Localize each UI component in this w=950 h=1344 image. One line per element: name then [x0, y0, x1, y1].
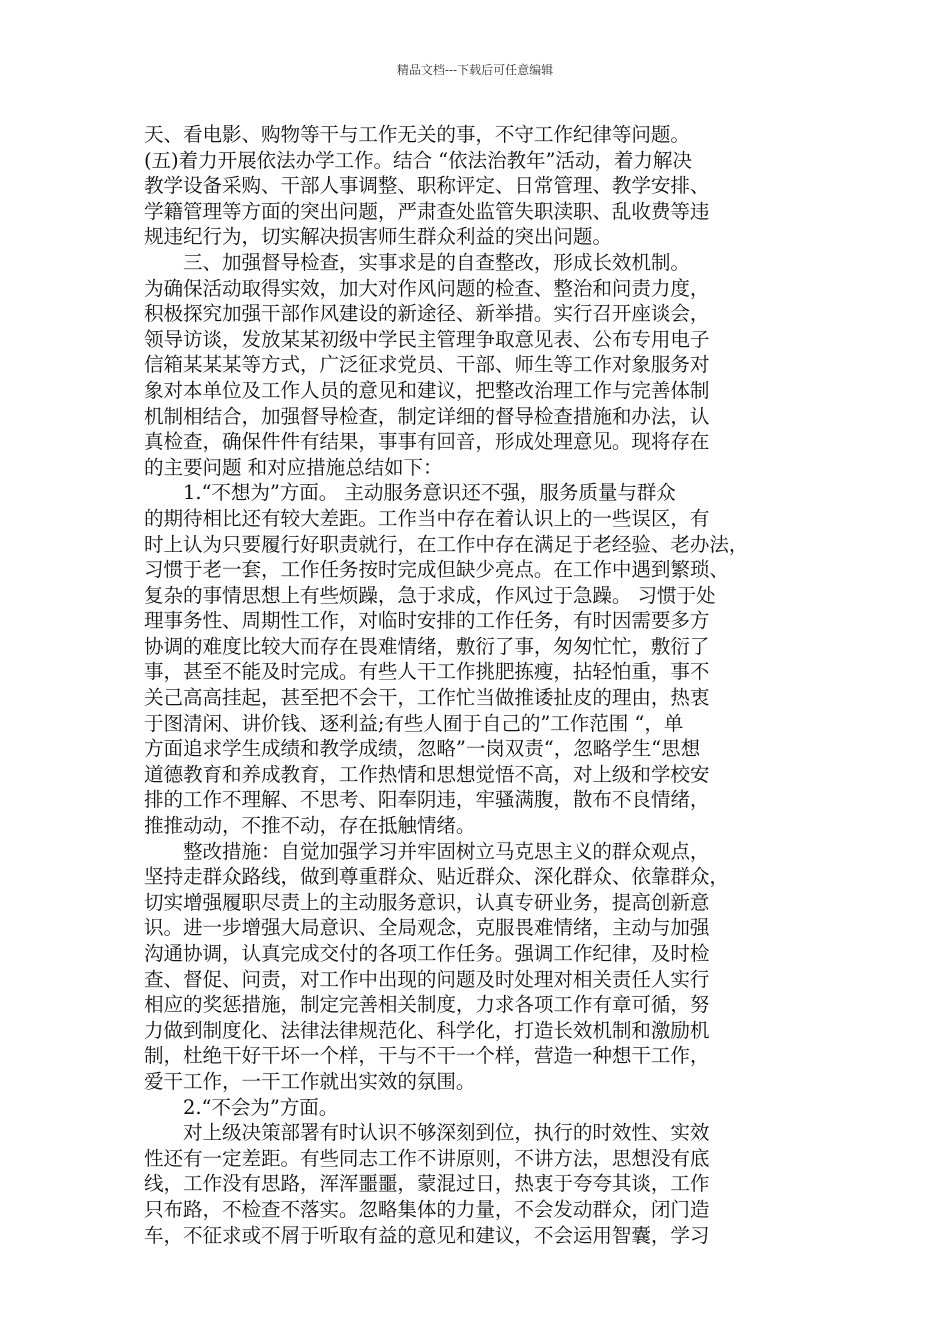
text-line: 领导访谈，发放某某初级中学民主管理争取意见表、公布专用电子	[144, 327, 710, 351]
text-line: 规违纪行为，切实解决损害师生群众利益的突出问题。	[144, 225, 612, 249]
text-line: 于图清闲、讲价钱、逐利益;有些人囿于自己的”工作范围 “，单	[144, 711, 684, 735]
text-line: 查、督促、问责，对工作中出现的问题及时处理对相关责任人实行	[144, 967, 710, 991]
text-line: 制，杜绝干好干坏一个样，干与不干一个样，营造一种想干工作，	[144, 1044, 710, 1068]
text-line: 习惯于老一套，工作任务按时完成但缺少亮点。在工作中遇到繁琐、	[144, 558, 729, 582]
text-line: 象对本单位及工作人员的意见和建议，把整改治理工作与完善体制	[144, 378, 710, 402]
text-line: 沟通协调，认真完成交付的各项工作任务。强调工作纪律，及时检	[144, 942, 710, 965]
text-line: 车，不征求或不屑于听取有益的意见和建议，不会运用智囊，学习	[144, 1223, 710, 1247]
text-line: 协调的难度比较大而存在畏难情绪，敷衍了事，匆匆忙忙，敷衍了	[144, 634, 710, 658]
text-line: 关己高高挂起，甚至把不会干，工作忙当做推诿扯皮的理由，热衷	[144, 686, 710, 710]
text-line: (五)着力开展依法办学工作。结合 “依法治教年”活动，着力解决	[144, 148, 692, 172]
text-line: 道德教育和养成教育，工作热情和思想觉悟不高，对上级和学校安	[144, 762, 710, 786]
text-line: 学籍管理等方面的突出问题，严肃查处监管失职渎职、乱收费等违	[144, 199, 710, 223]
text-line: 信箱某某某等方式，广泛征求党员、干部、师生等工作对象服务对	[144, 353, 710, 377]
text-line: 力做到制度化、法律法律规范化、科学化，打造长效机制和激励机	[144, 1018, 710, 1042]
text-line: 整改措施：自觉加强学习并牢固树立马克思主义的群众观点，	[144, 839, 710, 863]
text-line: 推推动动，不推不动，存在抵触情绪。	[144, 814, 476, 838]
text-line: 教学设备采购、干部人事调整、职称评定、日常管理、教学安排、	[144, 174, 710, 198]
text-line: 坚持走群众路线，做到尊重群众、贴近群众、深化群众、依靠群众，	[144, 865, 729, 889]
text-line: 切实增强履职尽责上的主动服务意识，认真专研业务，提高创新意	[144, 890, 710, 914]
text-line: 2.“不会为”方面。	[144, 1095, 339, 1119]
text-line: 时上认为只要履行好职责就行，在工作中存在满足于老经验、老办法，	[144, 532, 749, 556]
text-line: 理事务性、周期性工作，对临时安排的工作任务，有时因需要多方	[144, 609, 710, 633]
text-line: 事，甚至不能及时完成。有些人干工作挑肥拣瘦，拈轻怕重，事不	[144, 660, 710, 684]
page-header: 精品文档---下载后可任意编辑	[396, 63, 554, 77]
text-line: 排的工作不理解、不思考、阳奉阴违，牢骚满腹，散布不良情绪，	[144, 788, 710, 812]
text-line: 为确保活动取得实效，加大对作风问题的检查、整治和问责力度，	[144, 276, 710, 300]
text-line: 天、看电影、购物等干与工作无关的事，不守工作纪律等问题。	[144, 123, 690, 146]
document-body	[144, 122, 814, 1248]
text-line: 对上级决策部署有时认识不够深刻到位，执行的时效性、实效	[144, 1121, 710, 1145]
text-line: 积极探究加强干部作风建设的新途径、新举措。实行召开座谈会，	[144, 302, 710, 326]
text-line: 只布路，不检查不落实。忽略集体的力量，不会发动群众，闭门造	[144, 1197, 710, 1221]
text-line: 三、加强督导检查，实事求是的自查整改，形成长效机制。	[144, 250, 690, 274]
text-line: 复杂的事情思想上有些烦躁，急于求成，作风过于急躁。 习惯于处	[144, 583, 716, 607]
text-line: 机制相结合，加强督导检查，制定详细的督导检查措施和办法，认	[144, 404, 710, 428]
text-line: 性还有一定差距。有些同志工作不讲原则，不讲方法，思想没有底	[144, 1146, 710, 1170]
text-line: 识。进一步增强大局意识、全局观念，克服畏难情绪，主动与加强	[144, 916, 710, 940]
text-line: 爱干工作，一干工作就出实效的氛围。	[144, 1069, 476, 1093]
text-line: 的期待相比还有较大差距。工作当中存在着认识上的一些误区，有	[144, 506, 710, 530]
text-line: 相应的奖惩措施，制定完善相关制度，力求各项工作有章可循，努	[144, 993, 710, 1017]
text-line: 真检查，确保件件有结果，事事有回音，形成处理意见。现将存在	[144, 430, 710, 454]
text-line: 1.“不想为”方面。 主动服务意识还不强，服务质量与群众	[144, 481, 676, 505]
text-line: 线，工作没有思路，浑浑噩噩，蒙混过日，热衷于夸夸其谈，工作	[144, 1172, 710, 1196]
text-line: 的主要问题 和对应措施总结如下：	[144, 455, 443, 479]
text-line: 方面追求学生成绩和教学成绩，忽略”一岗双责“，忽略学生“思想	[144, 737, 701, 761]
